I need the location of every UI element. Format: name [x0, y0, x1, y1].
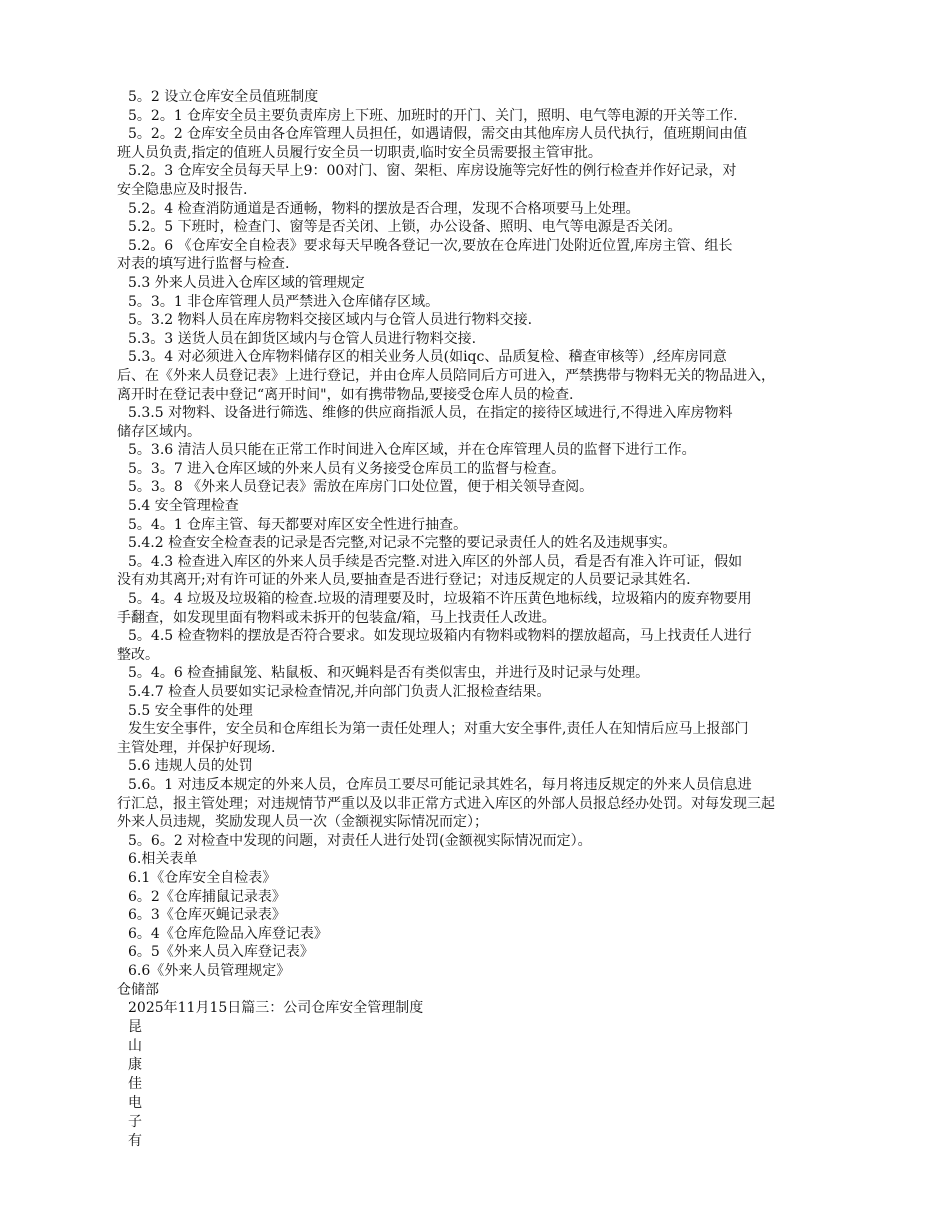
- text-line: 离开时在登记表中登记“离开时间"，如有携带物品,要接受仓库人员的检查.: [117, 386, 574, 403]
- text-line: 5.4.7 检查人员要如实记录检查情况,并向部门负责人汇报检查结果。: [128, 684, 551, 700]
- text-line: 5。2。1 仓库安全员主要负责库房上下班、加班时的开门、关门，照明、电气等电源的开关等工作.: [128, 107, 738, 124]
- text-line: 5.4 安全管理检查: [128, 498, 239, 515]
- text-line: 5.2。5 下班时，检查门、窗等是否关闭、上锁，办公设备、照明、电气等电源是否关闭。: [128, 219, 682, 236]
- text-line: 5。4.5 检查物料的摆放是否符合要求。如发现垃圾箱内有物料或物料的摆放超高，马上找责任人进行: [128, 628, 752, 645]
- text-line: 6.1《仓库安全自检表》: [128, 869, 277, 886]
- vertical-char: 昆: [128, 1018, 142, 1035]
- text-line: 5。4。1 仓库主管、每天都要对库区安全性进行抽查。: [128, 516, 468, 533]
- text-line: 6。5《外来人员入库登记表》: [128, 944, 314, 961]
- document-body: [0, 88, 950, 1018]
- text-line: 6.相关表单: [128, 851, 198, 868]
- text-line: 5.3。4 对必须进入仓库物料储存区的相关业务人员(如iqc、品质复检、稽查审核等）,经库房同意: [128, 349, 727, 366]
- text-line: 班人员负责,指定的值班人员履行安全员一切职责,临时安全员需要报主管审批。: [117, 144, 602, 161]
- vertical-char: 山: [128, 1037, 142, 1054]
- text-line: 5。3.2 物料人员在库房物料交接区域内与仓管人员进行物料交接.: [128, 312, 533, 329]
- text-line: 5。6。2 对检查中发现的问题，对责任人进行处罚(金额视实际情况而定）。: [128, 832, 592, 849]
- vertical-char: 子: [128, 1113, 142, 1130]
- text-line: 5.3 外来人员进入仓库区域的管理规定: [128, 274, 365, 291]
- text-line: 主管处理，并保护好现场.: [117, 739, 276, 756]
- text-line: 5.5 安全事件的处理: [128, 702, 253, 719]
- vertical-char: 有: [128, 1132, 142, 1149]
- text-line: 5。3。1 非仓库管理人员严禁进入仓库储存区域。: [128, 293, 440, 310]
- text-line: 5。3。8 《外来人员登记表》需放在库房门口处位置，便于相关领导查阅。: [128, 479, 594, 496]
- text-line: 5.2。6 《仓库安全自检表》要求每天早晚各登记一次,要放在仓库进门处附近位置,库房主管、组长: [128, 237, 733, 254]
- text-line: 5。4.3 检查进入库区的外来人员手续是否完整.对进入库区的外部人员，看是否有准入许可证，假如: [128, 553, 743, 570]
- text-line: 手翻查，如发现里面有物料或未拆开的包装盒/箱，马上找责任人改进。: [117, 609, 556, 626]
- text-line: 5。4。4 垃圾及垃圾箱的检查.垃圾的清理要及时，垃圾箱不许压黄色地标线，垃圾箱内的废弃物要用: [128, 591, 752, 608]
- text-line: 5.3。3 送货人员在卸货区域内与仓管人员进行物料交接.: [128, 330, 477, 347]
- text-line: 5.6 违规人员的处罚: [128, 758, 253, 775]
- vertical-char: 康: [128, 1056, 142, 1073]
- text-line: 5.4.2 检查安全检查表的记录是否完整,对记录不完整的要记录责任人的姓名及违规事实。: [128, 535, 677, 552]
- text-line: 5。3.6 清洁人员只能在正常工作时间进入仓库区域，并在仓库管理人员的监督下进行工作。: [128, 442, 696, 459]
- text-line: 对表的填写进行监督与检查.: [117, 256, 290, 273]
- text-line: 没有劝其离开;对有许可证的外来人员,要抽查是否进行登记；对违反规定的人员要记录其姓名.: [117, 572, 691, 589]
- text-line: 2025年11月15日篇三：公司仓库安全管理制度: [128, 1000, 424, 1017]
- text-line: 储存区域内。: [117, 423, 201, 440]
- text-line: 仓储部: [117, 981, 159, 998]
- text-line: 5。2。2 仓库安全员由各仓库管理人员担任，如遇请假，需交由其他库房人员代执行，值班期间由值: [128, 126, 748, 143]
- text-line: 5.3.5 对物料、设备进行筛选、维修的供应商指派人员，在指定的接待区域进行,不得进入库房物料: [128, 405, 733, 422]
- text-line: 6.6《外来人员管理规定》: [128, 962, 291, 979]
- text-line: 发生安全事件，安全员和仓库组长为第一责任处理人；对重大安全事件,责任人在知情后应马上报部门: [128, 721, 749, 738]
- text-line: 5。3。7 进入仓库区域的外来人员有义务接受仓库员工的监督与检查。: [128, 460, 566, 477]
- text-line: 5.2。3 仓库安全员每天早上9：00对门、窗、架柜、库房设施等完好性的例行检查并作好记录，对: [128, 163, 737, 180]
- text-line: 外来人员违规，奖励发现人员一次（金额视实际情况而定）；: [117, 814, 488, 831]
- text-line: 后、在《外来人员登记表》上进行登记，并由仓库人员陪同后方可进入，严禁携带与物料无关的物品进入，: [117, 367, 775, 384]
- text-line: 安全隐患应及时报告.: [117, 181, 248, 198]
- vertical-company-name: [0, 1018, 950, 1151]
- vertical-char: 电: [128, 1094, 142, 1111]
- text-line: 5.2。4 检查消防通道是否通畅，物料的摆放是否合理，发现不合格项要马上处理。: [128, 200, 640, 217]
- text-line: 整改。: [117, 646, 159, 663]
- text-line: 5.6。1 对违反本规定的外来人员，仓库员工要尽可能记录其姓名，每月将违反规定的外来人员信息进: [128, 776, 752, 793]
- text-line: 5。4。6 检查捕鼠笼、粘鼠板、和灭蝇料是否有类似害虫，并进行及时记录与处理。: [128, 665, 650, 682]
- text-line: 行汇总，报主管处理；对违规情节严重以及以非正常方式进入库区的外部人员报总经办处罚。对每发现三起: [117, 795, 775, 812]
- text-line: 6。3《仓库灭蝇记录表》: [128, 907, 286, 924]
- text-line: 6。4《仓库危险品入库登记表》: [128, 925, 328, 942]
- text-line: 6。2《仓库捕鼠记录表》: [128, 888, 286, 905]
- vertical-char: 佳: [128, 1075, 142, 1092]
- text-line: 5。2 设立仓库安全员值班制度: [128, 89, 319, 105]
- document-page: [0, 88, 950, 1151]
